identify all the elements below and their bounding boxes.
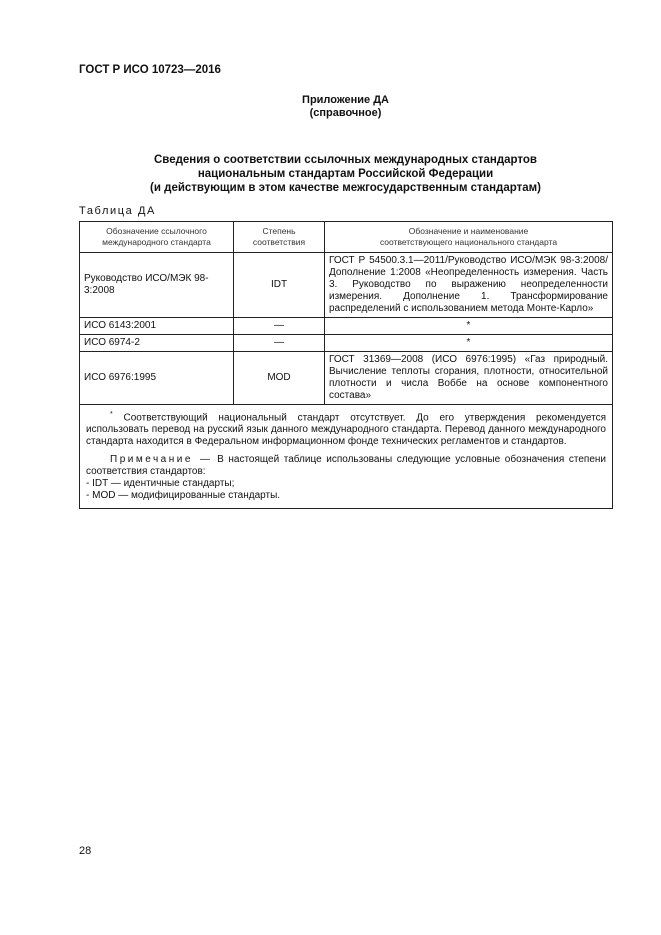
column-header-line: Обозначение и наименование — [408, 226, 529, 236]
table-footer-cell — [80, 405, 613, 509]
reference-cell: ИСО 6143:2001 — [80, 318, 234, 335]
table-row — [80, 352, 613, 405]
annex-subtitle: (справочное) — [309, 107, 382, 119]
table-row — [80, 253, 613, 318]
footnote — [86, 409, 606, 448]
column-header-line: Степень — [262, 226, 296, 236]
column-header-line: соответствующего национального стандарта — [379, 237, 558, 247]
column-header-line: соответствия — [252, 237, 306, 247]
national-standard-cell: ГОСТ 31369—2008 (ИСО 6976:1995) «Газ природный. Вычисление теплоты сгорания, плотности, относительной плотности и числа Воббе на основе компонентного состава» — [325, 352, 613, 405]
table-footer-row — [80, 405, 613, 509]
reference-cell: ИСО 6974-2 — [80, 335, 234, 352]
heading-line-2: национальным стандартам Российской Федерации — [197, 168, 494, 180]
column-header-line: Обозначение ссылочного — [106, 226, 207, 236]
note-label: Примечание — — [110, 454, 213, 466]
table-row — [80, 318, 613, 335]
column-header-reference — [80, 222, 234, 253]
table-note — [86, 454, 606, 478]
table-header-row — [80, 222, 613, 253]
note-item: - IDT — идентичные стандарты; — [86, 478, 235, 490]
national-standard-cell: ГОСТ Р 54500.3.1—2011/Руководство ИСО/МЭК 98-3:2008/ Дополнение 1:2008 «Неопределенность измерения. Часть 3. Руководство по выражению неопределенности измерения. Дополнение 1. Трансформирование распределений с использованием метода Монте-Карло» — [325, 253, 613, 318]
reference-cell: ИСО 6976:1995 — [80, 352, 234, 405]
correspondence-table — [79, 221, 613, 509]
degree-cell: IDT — [234, 253, 325, 318]
degree-cell: — — [234, 335, 325, 352]
degree-cell: MOD — [234, 352, 325, 405]
table-caption: Таблица ДА — [79, 205, 156, 217]
annex-title: Приложение ДА — [302, 94, 389, 106]
note-item: - MOD — модифицированные стандарты. — [86, 490, 281, 502]
document-code: ГОСТ Р ИСО 10723—2016 — [79, 64, 221, 76]
footnote-text: Соответствующий национальный стандарт отсутствует. До его утверждения рекомендуется использовать перевод на русский язык данного международного стандарта. Перевод данного международного стандарта находится в Федеральном информационном фонде технических регламентов и стандартов. — [86, 412, 607, 448]
national-standard-cell: * — [325, 318, 613, 335]
table-row — [80, 335, 613, 352]
page-number: 28 — [79, 845, 92, 857]
heading-line-3: (и действующим в этом качестве межгосударственным стандартам) — [150, 182, 541, 194]
column-header-degree — [234, 222, 325, 253]
heading-line-1: Сведения о соответствии ссылочных международных стандартов — [153, 154, 537, 166]
footnote-mark: * — [110, 411, 113, 418]
reference-cell: Руководство ИСО/МЭК 98-3:2008 — [80, 253, 234, 318]
degree-cell: — — [234, 318, 325, 335]
national-standard-cell: * — [325, 335, 613, 352]
column-header-line: международного стандарта — [102, 237, 211, 247]
note-text: В настоящей таблице использованы следующие условные обозначения степени соответствия стандартов: — [86, 454, 607, 478]
section-heading — [0, 153, 661, 195]
annex-title-block — [0, 94, 661, 120]
column-header-national — [325, 222, 613, 253]
